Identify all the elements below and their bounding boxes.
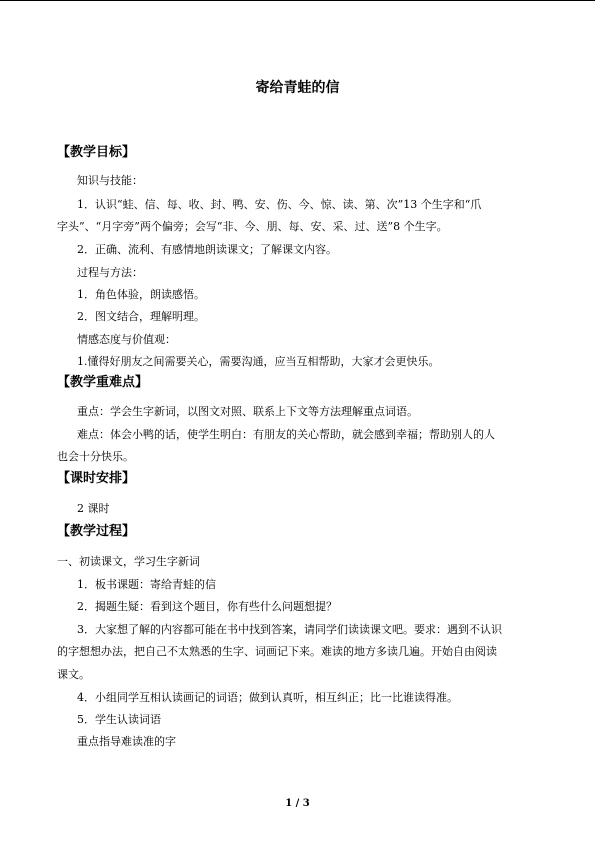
paragraph-line: 2 课时 xyxy=(77,502,110,515)
paragraph-line: 4．小组同学互相认读画记的词语；做到认真听，相互纠正；比一比谁读得准。 xyxy=(77,691,458,704)
paragraph-line: 1．认识“蛙、信、每、收、封、鸭、安、伤、今、惊、读、第、次”13 个生字和“爪 xyxy=(77,198,482,211)
paragraph-line: 情感态度与价值观： xyxy=(77,333,176,346)
header-rule xyxy=(0,0,595,1)
paragraph-line: 知识与技能： xyxy=(77,174,143,187)
section-heading-process: 【教学过程】 xyxy=(57,524,136,539)
section-heading-goals: 【教学目标】 xyxy=(57,145,136,160)
paragraph-line: 重点指导难读准的字 xyxy=(77,735,176,748)
section-heading-key-points: 【教学重难点】 xyxy=(57,375,149,390)
paragraph-line: 2．正确、流利、有感情地朗读课文；了解课文内容。 xyxy=(77,243,337,256)
paragraph-line: 5．学生认读词语 xyxy=(77,713,161,726)
paragraph-line: 3．大家想了解的内容都可能在书中找到答案，请同学们读读课文吧。要求：遇到不认识 xyxy=(77,623,502,636)
paragraph-line: 2．图文结合，理解明理。 xyxy=(77,310,205,323)
paragraph-line: 的字想想办法，把自己不太熟悉的生字、词画记下来。难读的地方多读几遍。开始自由阅读 xyxy=(57,645,497,658)
paragraph-line: 重点：学会生字新词，以图文对照、联系上下文等方法理解重点词语。 xyxy=(77,405,418,418)
page-title: 寄给青蛙的信 xyxy=(255,80,340,96)
paragraph-line: 1．板书课题：寄给青蛙的信 xyxy=(77,578,216,591)
paragraph-line: 1．角色体验，朗读感悟。 xyxy=(77,288,205,301)
section-heading-schedule: 【课时安排】 xyxy=(57,471,136,486)
paragraph-line: 字头”、“月字旁”两个偏旁；会写“非、今、朋、每、安、采、过、送”8 个生字。 xyxy=(57,220,448,233)
paragraph-line: 也会十分快乐。 xyxy=(57,450,134,463)
paragraph-line: 1.懂得好朋友之间需要关心，需要沟通，应当互相帮助，大家才会更快乐。 xyxy=(77,355,440,368)
paragraph-line: 一、初读课文，学习生字新词 xyxy=(57,555,200,568)
paragraph-line: 2．揭题生疑：看到这个题目，你有些什么问题想提？ xyxy=(77,600,337,613)
paragraph-line: 课文。 xyxy=(57,668,90,681)
page-number: 1 / 3 xyxy=(285,798,310,809)
paragraph-line: 过程与方法： xyxy=(77,266,143,279)
paragraph-line: 难点：体会小鸭的话，使学生明白：有朋友的关心帮助，就会感到幸福；帮助别人的人 xyxy=(77,428,495,441)
